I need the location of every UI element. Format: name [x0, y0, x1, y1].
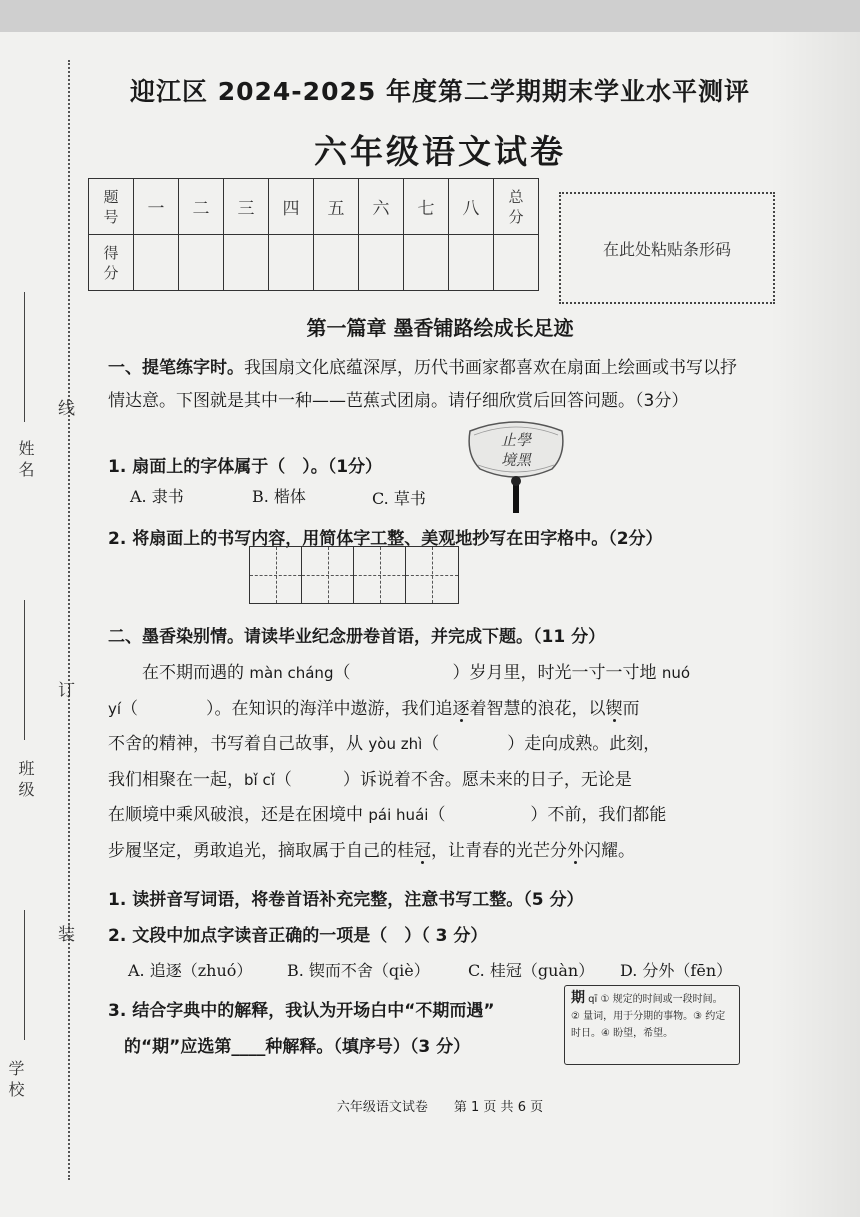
section1-intro-text: 我国扇文化底蕴深厚，历代书画家都喜欢在扇面上绘画或书写以抒情达意。下图就是其中一种——芭蕉式团扇。请仔细欣赏后回答问题。（3分）	[108, 358, 737, 411]
col-7: 七	[404, 179, 449, 235]
score-cell-total[interactable]	[494, 235, 539, 291]
score-cell[interactable]	[224, 235, 269, 291]
tianzige-cell[interactable]	[354, 547, 406, 603]
passage-line-1: 在不期而遇的 màn cháng（ ）岁月里，时光一寸一寸地 nuó	[142, 663, 691, 683]
section1-q1: 1. 扇面上的字体属于（ ）。（1分）	[108, 457, 383, 477]
score-cell[interactable]	[134, 235, 179, 291]
col-1: 一	[134, 179, 179, 235]
section1-heading: 一、提笔练字时。	[108, 358, 244, 378]
row-label-score: 得 分	[89, 235, 134, 291]
section2-intro	[108, 621, 748, 654]
col-total: 总 分	[494, 179, 539, 235]
binding-char-xian: 线	[58, 399, 75, 419]
binding-char-zhuang: 装	[58, 925, 75, 945]
score-cell[interactable]	[314, 235, 359, 291]
q2-option-d[interactable]: D. 分外（fēn）	[620, 961, 733, 980]
preface-passage	[108, 656, 738, 869]
passage-line-5: 在顺境中乘风破浪，还是在困境中 pái huái（ ）不前，我们都能	[108, 805, 667, 825]
passage-line-4: 我们相聚在一起，bǐ cǐ（ ）诉说着不舍。愿未来的日子，无论是	[108, 769, 632, 790]
col-6: 六	[359, 179, 404, 235]
barcode-area	[559, 192, 775, 304]
score-cell[interactable]	[404, 235, 449, 291]
score-table	[88, 178, 539, 291]
col-2: 二	[179, 179, 224, 235]
section2-q2: 2. 文段中加点字读音正确的一项是（ ）（ 3 分）	[108, 926, 488, 946]
name-field-line	[24, 292, 25, 422]
school-field-label: 学 校	[6, 1060, 25, 1098]
page-footer: 六年级语文试卷 第 1 页 共 6 页	[336, 1100, 544, 1115]
section2-q1: 1. 读拼音写词语，将卷首语补充完整，注意书写工整。（5 分）	[108, 890, 584, 910]
section2-heading: 二、墨香染别情。	[108, 627, 244, 647]
row-label-question: 题 号	[89, 179, 134, 235]
q1-option-a[interactable]: A. 隶书	[130, 487, 184, 506]
exam-subtitle: 六年级语文试卷	[314, 132, 566, 171]
paper-shadow	[770, 32, 860, 1217]
binding-char-ding: 订	[58, 681, 75, 701]
dict-line-3: 时日。④ 盼望，希望。	[571, 1028, 674, 1039]
section2-intro-text: 请读毕业纪念册卷首语，并完成下题。（11 分）	[244, 627, 606, 647]
banana-fan-image	[466, 413, 566, 515]
exam-title: 迎江区 2024-2025 年度第二学期期末学业水平测评	[130, 77, 750, 106]
dict-headword: 期	[571, 990, 585, 1006]
name-field-label: 姓 名	[16, 440, 35, 478]
col-4: 四	[269, 179, 314, 235]
tianzige-cell[interactable]	[250, 547, 302, 603]
q1-option-c[interactable]: C. 草书	[372, 489, 426, 508]
section2-q3-line1: 3. 结合字典中的解释，我认为开场白中“不期而遇”	[108, 1001, 495, 1021]
col-5: 五	[314, 179, 359, 235]
dict-line-2: ② 量词，用于分期的事物。③ 约定	[571, 1011, 726, 1022]
passage-line-2: yí（ ）。在知识的海洋中遨游，我们追逐着智慧的浪花，以锲而	[108, 698, 640, 719]
section2-q3-line2: 的“期”应选第____种解释。（填序号）（3 分）	[124, 1037, 471, 1057]
school-field-line	[24, 910, 25, 1040]
passage-line-6: 步履坚定，勇敢追光，摘取属于自己的桂冠，让青春的光芒分外闪耀。	[108, 840, 635, 861]
fan-text-line1: 止學	[500, 431, 532, 449]
class-field-label: 班 级	[16, 760, 35, 798]
q1-option-b[interactable]: B. 楷体	[252, 487, 306, 506]
score-cell[interactable]	[179, 235, 224, 291]
barcode-label: 在此处粘贴条形码	[602, 239, 731, 259]
col-3: 三	[224, 179, 269, 235]
tianzige-cell[interactable]	[302, 547, 354, 603]
passage-line-3: 不舍的精神，书写着自己故事，从 yòu zhì（ ）走向成熟。此刻，	[108, 734, 661, 754]
score-cell[interactable]	[359, 235, 404, 291]
tianzige-cell[interactable]	[406, 547, 458, 603]
score-cell[interactable]	[449, 235, 494, 291]
dict-line-1: 期 qī ① 规定的时间或一段时间。	[571, 990, 723, 1006]
q2-option-a[interactable]: A. 追逐（zhuó）	[128, 961, 253, 980]
tianzige-grid[interactable]	[249, 546, 459, 604]
class-field-line	[24, 600, 25, 740]
q2-option-c[interactable]: C. 桂冠（guàn）	[468, 961, 595, 980]
col-8: 八	[449, 179, 494, 235]
section1-q2: 2. 将扇面上的书写内容，用简体字工整、美观地抄写在田字格中。（2分）	[108, 529, 663, 549]
fan-text-line2: 境黑	[500, 451, 532, 469]
score-cell[interactable]	[269, 235, 314, 291]
section1-intro	[108, 352, 748, 418]
chapter-title: 第一篇章 墨香铺路绘成长足迹	[306, 316, 574, 340]
dictionary-box	[564, 985, 740, 1065]
q2-option-b[interactable]: B. 锲而不舍（qiè）	[287, 961, 430, 980]
binding-dotted-line	[68, 60, 70, 1180]
